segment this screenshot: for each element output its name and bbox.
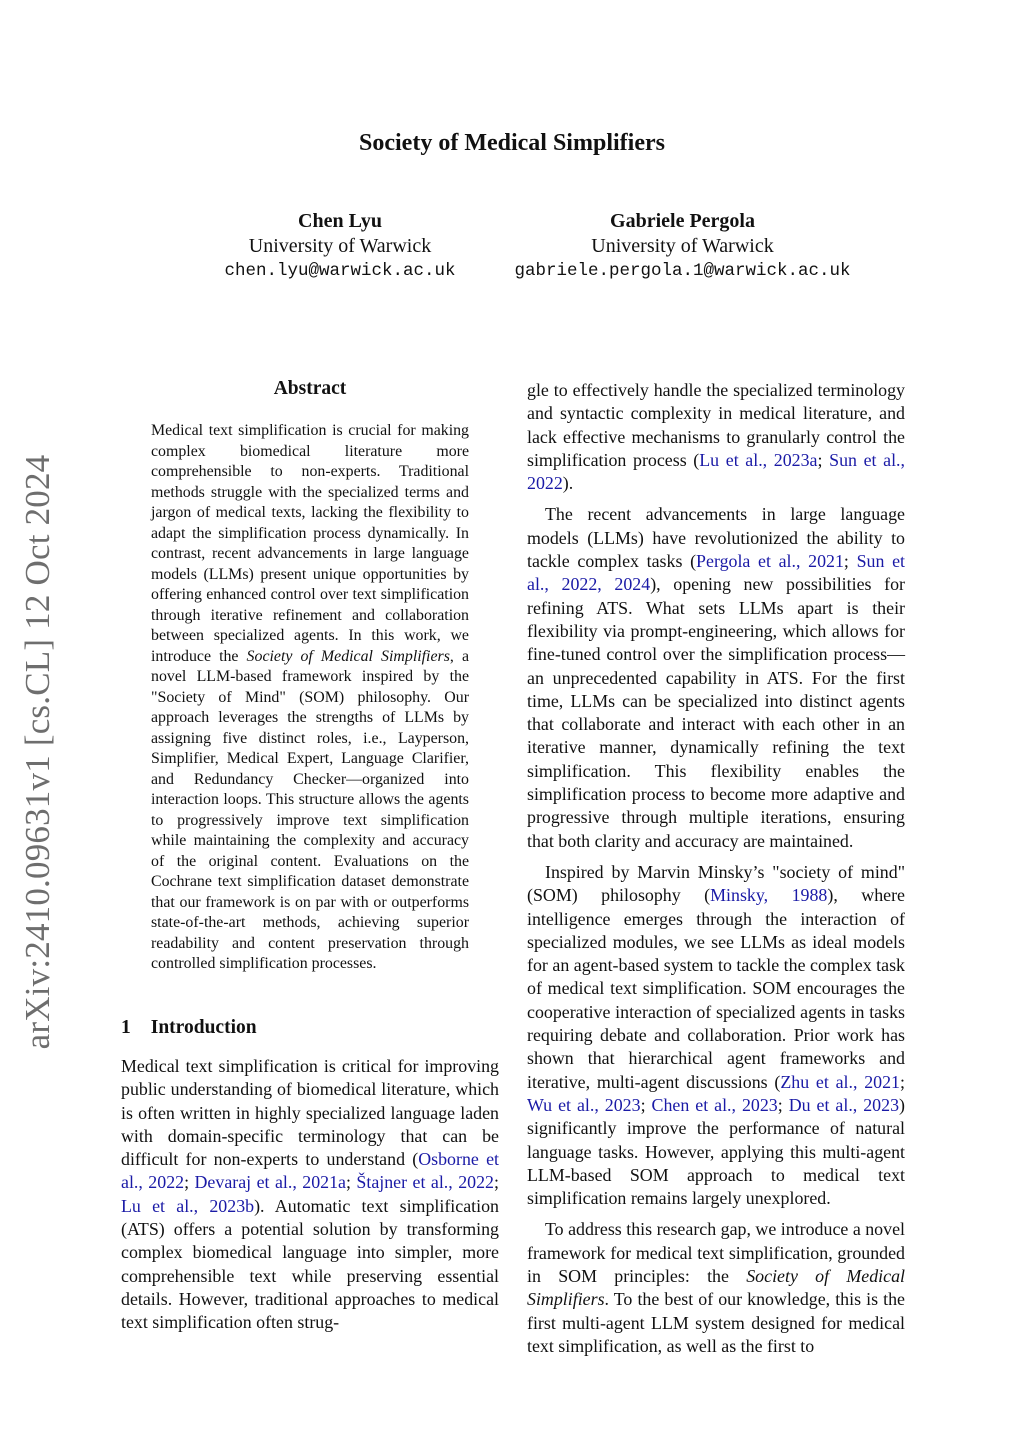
author-block-1	[210, 209, 470, 284]
abstract-heading: Abstract	[273, 378, 347, 399]
citation-link[interactable]: Lu et al., 2023b	[121, 1195, 255, 1216]
author-name: Gabriele Pergola	[610, 210, 755, 232]
citation-link[interactable]: Štajner et al., 2022	[356, 1172, 494, 1193]
author-block-2	[505, 209, 860, 284]
citation-link[interactable]: Minsky, 1988	[710, 885, 828, 906]
framework-name: Society of Medical Simplifiers	[527, 1265, 905, 1310]
intro-paragraph-3: Inspired by Marvin Minsky’s "society of mind" (SOM) philosophy (Minsky, 1988), where intelligence emerges through the interaction of specialized modules, we see LLMs as ideal models for an agent-based system to tackle the complex task of medical text simplification. SOM encourages the cooperative interaction of specialized agents in tasks requiring debate and collaboration. Prior work has shown that hierarchical agent frameworks and iterative, multi-agent discussions (Zhu et al., 2021; Wu et al., 2023; Chen et al., 2023; Du et al., 2023) significantly improve the performance of natural language tasks. However, applying this multi-agent LLM-based SOM approach to medical text simplification remains largely unexplored.	[527, 861, 905, 1209]
section-heading-introduction	[121, 1017, 257, 1039]
citation-link[interactable]: Sun et al., 2022	[527, 449, 905, 494]
framework-name: Society of Medical Simplifiers	[246, 647, 450, 665]
author-affiliation: University of Warwick	[591, 235, 774, 257]
author-email: chen.lyu@warwick.ac.uk	[224, 261, 456, 281]
citation-link[interactable]: Chen et al., 2023	[651, 1094, 778, 1115]
section-title: Introduction	[150, 1017, 257, 1038]
citation-link[interactable]: Osborne et al., 2022	[121, 1149, 499, 1193]
intro-paragraph-2: The recent advancements in large language models (LLMs) have revolutionized the ability to tackle complex tasks (Pergola et al., 2021; Sun et al., 2022, 2024), opening new possibilities for refining ATS. What sets LLMs apart is their flexibility via prompt-engineering, which allows for fine-tuned control over the simplification process—an unprecedented capability in ATS. For the first time, LLMs can be specialized into distinct agents that collaborate and interact with each other in an iterative manner, dynamically refining the text simplification. This flexibility enables the simplification process to become more adaptive and progressive through multiple iterations, ensuring that both clarity and accuracy are maintained.	[527, 504, 905, 851]
intro-paragraph-continued: gle to effectively handle the specialized terminology and syntactic complexity in medical literature, and lack effective mechanisms to granularly control the simplification process (Lu et al., 2023a; Sun et al., 2022).	[527, 380, 905, 494]
citation-link[interactable]: Devaraj et al., 2021a	[194, 1172, 346, 1193]
author-name: Chen Lyu	[298, 210, 382, 232]
citation-link[interactable]: Sun et al., 2022, 2024	[527, 551, 905, 595]
intro-paragraph-4: To address this research gap, we introduce a novel framework for medical text simplification, grounded in SOM principles: the Society of Medical Simplifiers. To the best of our knowledge, this is the first multi-agent LLM system designed for medical text simplification, as well as the first to	[527, 1219, 905, 1356]
citation-link[interactable]: Pergola et al., 2021	[696, 551, 844, 572]
arxiv-identifier	[18, 454, 58, 1050]
citation-link[interactable]: Wu et al., 2023	[527, 1094, 641, 1115]
paper-title: Society of Medical Simplifiers	[359, 130, 665, 156]
citation-link[interactable]: Du et al., 2023	[788, 1094, 900, 1115]
author-email: gabriele.pergola.1@warwick.ac.uk	[514, 261, 851, 281]
citation-link[interactable]: Zhu et al., 2021	[780, 1071, 900, 1092]
section-number: 1	[121, 1017, 131, 1038]
arxiv-identifier-text: arXiv:2410.09631v1 [cs.CL] 12 Oct 2024	[18, 454, 57, 1050]
intro-right-column	[527, 379, 905, 1358]
intro-left-column	[121, 1055, 499, 1335]
abstract-body: Medical text simplification is crucial for making complex biomedical literature more comprehensible to non-experts. Traditional methods struggle with the specialized terms and jargon of medical texts, lacking the flexibility to adapt the simplification process dynamically. In contrast, recent advancements in large language models (LLMs) present unique opportunities by offering enhanced control over text simplification through iterative refinement and collaboration between specialized agents. In this work, we introduce the Society of Medical Simplifiers, a novel LLM-based framework inspired by the "Society of Mind" (SOM) philosophy. Our approach leverages the strengths of LLMs by assigning five distinct roles, i.e., Layperson, Simplifier, Medical Expert, Language Clarifier, and Redundancy Checker—organized into interaction loops. This structure allows the agents to progressively improve text simplification while maintaining the complexity and accuracy of the original content. Evaluations on the Cochrane text simplification dataset demonstrate that our framework is on par with or outperforms state-of-the-art methods, achieving superior readability and content preservation through controlled simplification processes.	[151, 422, 469, 972]
author-affiliation: University of Warwick	[248, 235, 432, 257]
intro-paragraph-1: Medical text simplification is critical for improving public understanding of biomedical literature, which is often written in highly specialized language laden with domain-specific terminology that can be difficult for non-experts to understand (Osborne et al., 2022; Devaraj et al., 2021a; Štajner et al., 2022; Lu et al., 2023b). Automatic text simplification (ATS) offers a potential solution by transforming complex biomedical language into simpler, more comprehensible text while preserving essential details. However, traditional approaches to medical text simplification often strug-	[121, 1056, 499, 1333]
citation-link[interactable]: Lu et al., 2023a	[699, 449, 818, 470]
